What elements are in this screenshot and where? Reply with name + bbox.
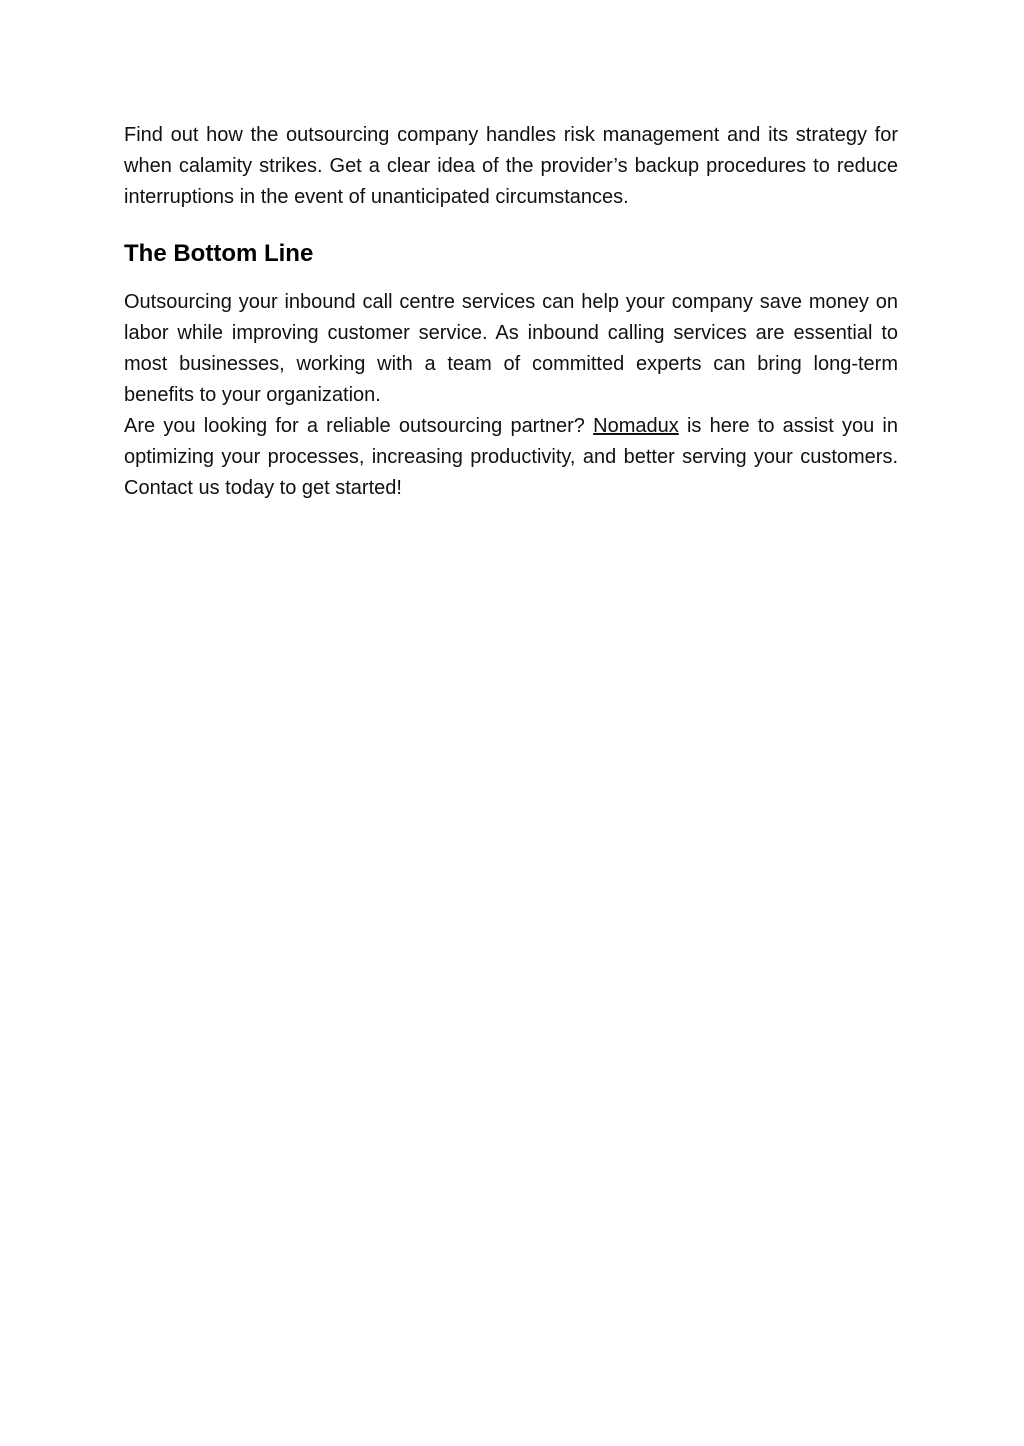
intro-paragraph: Find out how the outsourcing company handles risk management and its strategy for when calamity strikes. Get a clear idea of the provider’s backup procedures to reduce interruptions in the event of unanticipated circumstances. <box>124 124 898 208</box>
closing-text-after-link: is here to assist you in optimizing your processes, increasing productivity, and better serving your customers. Contact us today to get started! <box>124 415 898 499</box>
section-heading: The Bottom Line <box>124 240 314 267</box>
document-page <box>124 120 898 504</box>
nomadux-link[interactable]: Nomadux <box>593 415 679 437</box>
closing-text-before-link: Are you looking for a reliable outsourcing partner? <box>124 415 594 437</box>
body-paragraph: Outsourcing your inbound call centre services can help your company save money on labor while improving customer service. As inbound calling services are essential to most businesses, working with a team of committed experts can bring long-term benefits to your organization. <box>124 291 898 406</box>
closing-paragraph <box>124 411 898 504</box>
